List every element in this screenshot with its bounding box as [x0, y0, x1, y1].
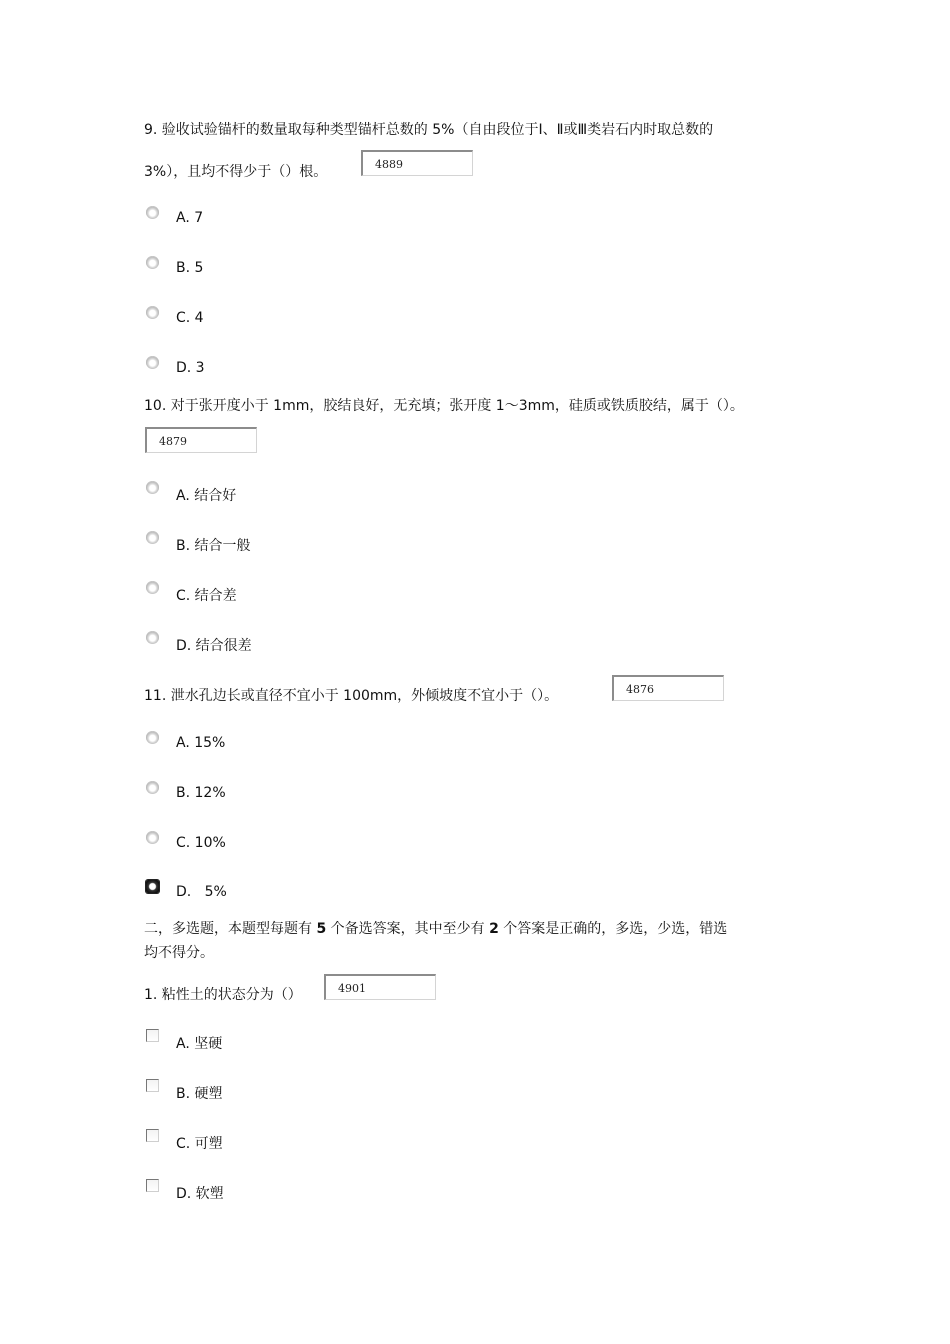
- option-label: C. 10%: [176, 835, 226, 851]
- m1-text-line1: 1. 粘性土的状态分为（）: [144, 987, 302, 1003]
- section2-correct-count: 2: [489, 921, 499, 937]
- option-label: D. 结合很差: [176, 638, 252, 654]
- section2-option-count: 5: [316, 921, 327, 937]
- option-label: B. 12%: [176, 785, 226, 801]
- option-label: C. 结合差: [176, 588, 237, 604]
- q9-text-line2: 3%），且均不得少于（）根。: [144, 164, 328, 180]
- radio-button[interactable]: [146, 256, 159, 269]
- option-label: A. 坚硬: [176, 1036, 223, 1052]
- radio-button[interactable]: [146, 306, 159, 319]
- m1-id-field[interactable]: 4901: [324, 974, 436, 1000]
- option-label: D. 3: [176, 360, 205, 376]
- radio-button[interactable]: [146, 731, 159, 744]
- radio-button-selected[interactable]: [146, 880, 159, 893]
- checkbox[interactable]: [146, 1079, 159, 1092]
- q10-text-line1: 10. 对于张开度小于 1mm，胶结良好，无充填；张开度 1～3mm，硅质或铁质胶结，属于（）。: [144, 398, 744, 414]
- section2-intro-line1: [144, 919, 727, 939]
- section2-intro-line2: 均不得分。: [144, 945, 214, 961]
- radio-button[interactable]: [146, 631, 159, 644]
- option-label: C. 4: [176, 310, 204, 326]
- option-label: B. 5: [176, 260, 204, 276]
- option-label: C. 可塑: [176, 1136, 223, 1152]
- checkbox[interactable]: [146, 1179, 159, 1192]
- section2-text: 个备选答案，其中至少有: [326, 921, 490, 937]
- option-label: A. 15%: [176, 735, 226, 751]
- option-label: A. 结合好: [176, 488, 237, 504]
- radio-button[interactable]: [146, 581, 159, 594]
- option-label: D. 软塑: [176, 1186, 224, 1202]
- option-label: B. 结合一般: [176, 538, 251, 554]
- radio-button[interactable]: [146, 831, 159, 844]
- radio-button[interactable]: [146, 206, 159, 219]
- q9-text-line1: 9. 验收试验锚杆的数量取每种类型锚杆总数的 5%（自由段位于Ⅰ、Ⅱ或Ⅲ类岩石内时取总数的: [144, 122, 714, 138]
- radio-button[interactable]: [146, 531, 159, 544]
- option-label: D. 5%: [176, 884, 227, 900]
- section2-text: 二，多选题，本题型每题有: [144, 921, 317, 937]
- q11-id-field[interactable]: 4876: [612, 675, 724, 701]
- radio-button[interactable]: [146, 356, 159, 369]
- option-label: A. 7: [176, 210, 204, 226]
- checkbox[interactable]: [146, 1129, 159, 1142]
- q9-id-field[interactable]: 4889: [361, 150, 473, 176]
- section2-text: 个答案是正确的，多选，少选，错选: [498, 921, 728, 937]
- q11-text-line1: 11. 泄水孔边长或直径不宜小于 100mm，外倾坡度不宜小于（）。: [144, 688, 559, 704]
- checkbox[interactable]: [146, 1029, 159, 1042]
- option-label: B. 硬塑: [176, 1086, 223, 1102]
- radio-button[interactable]: [146, 781, 159, 794]
- radio-button[interactable]: [146, 481, 159, 494]
- q10-id-field[interactable]: 4879: [145, 427, 257, 453]
